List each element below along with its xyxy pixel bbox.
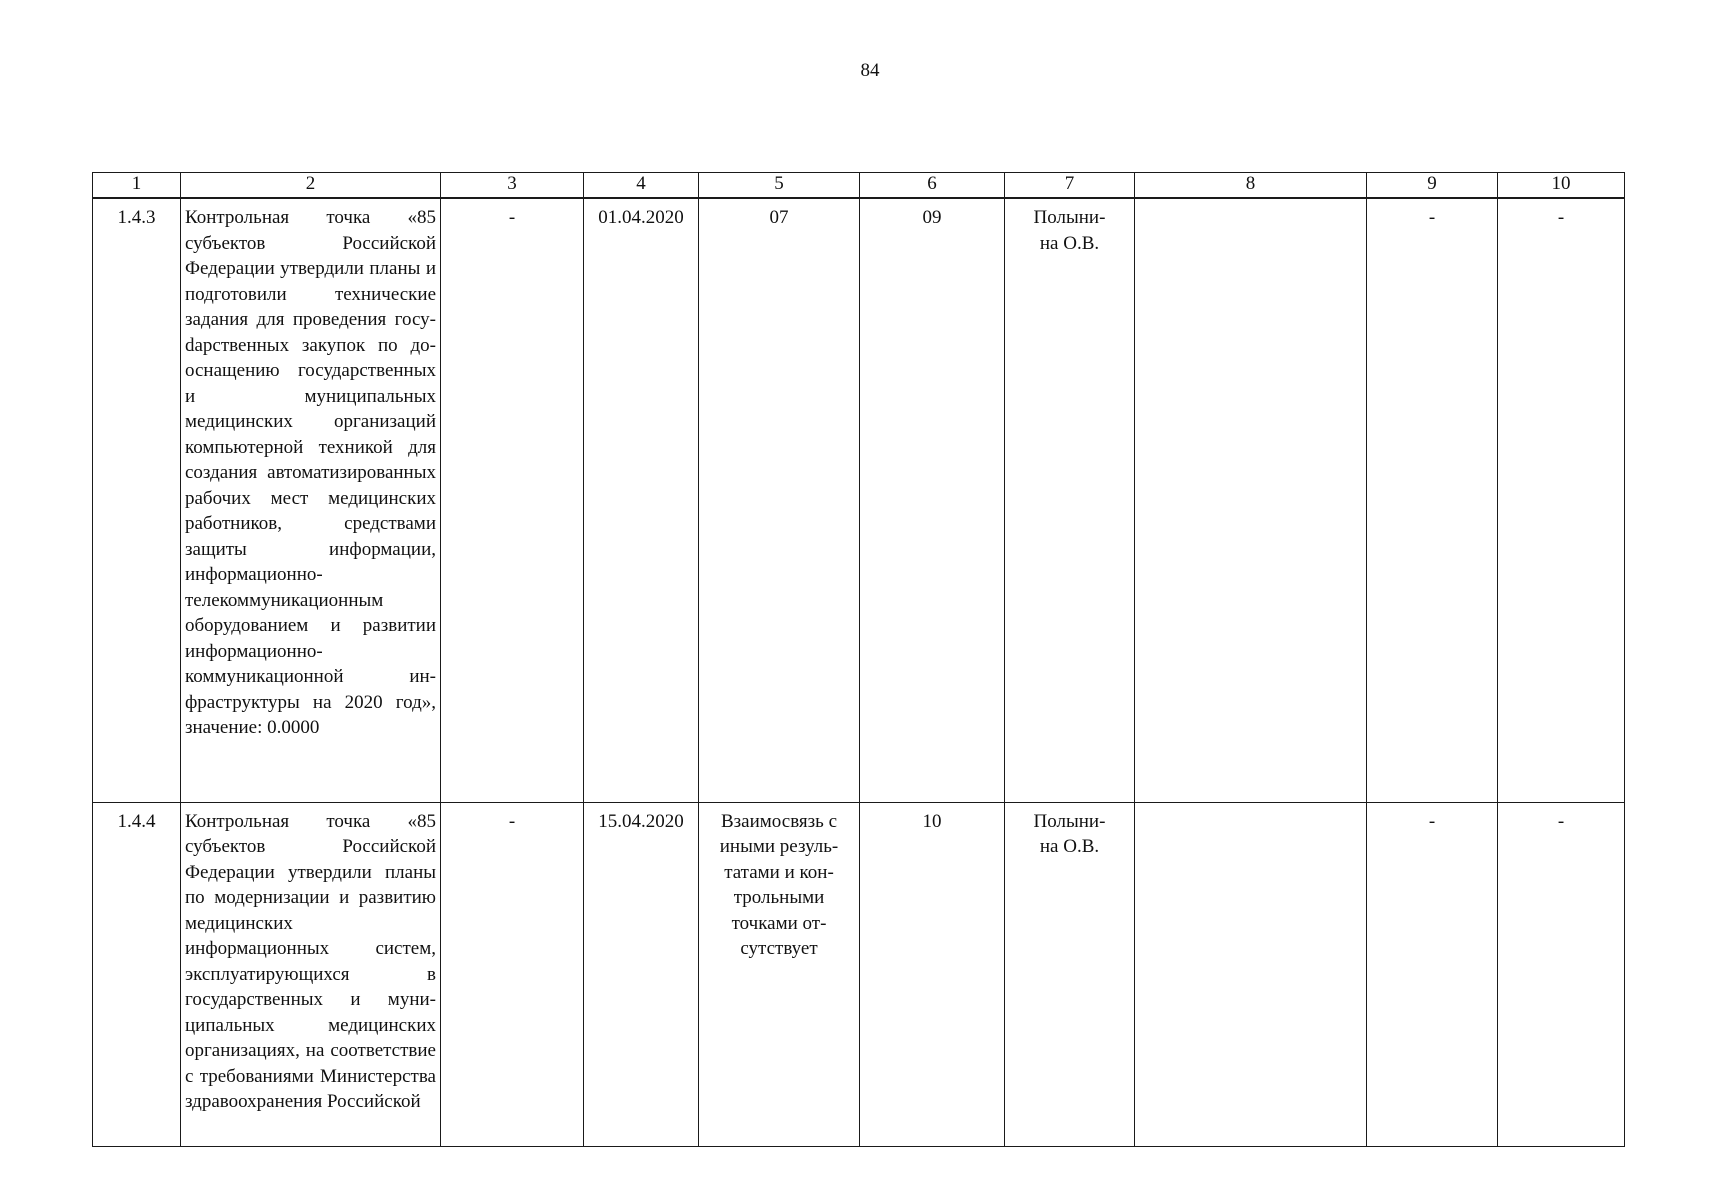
column-header: 4 bbox=[584, 173, 699, 199]
row-number: 1.4.4 bbox=[93, 802, 181, 1146]
row-date: 01.04.2020 bbox=[584, 198, 699, 802]
row-number: 1.4.3 bbox=[93, 198, 181, 802]
table-header bbox=[93, 173, 1625, 199]
column-header: 3 bbox=[441, 173, 584, 199]
row-col9: - bbox=[1367, 802, 1498, 1146]
row-col9: - bbox=[1367, 198, 1498, 802]
document-table bbox=[92, 172, 1625, 1147]
row-col6: 10 bbox=[860, 802, 1005, 1146]
row-description: Контрольная точка «85 субъектов Российской Федерации утвердили планы по модернизации и развитию медицинских информационных систем, эксплуатирующихся в государственных и муниципальных медицинских организациях, на соответствие с требованиями Министерства здравоохранения Российской bbox=[185, 810, 436, 1112]
column-header: 9 bbox=[1367, 173, 1498, 199]
header-row bbox=[93, 173, 1625, 199]
page-number: 84 bbox=[860, 60, 880, 81]
table-row bbox=[93, 802, 1625, 1146]
row-col5: 07 bbox=[699, 198, 860, 802]
table-body bbox=[93, 198, 1625, 1146]
row-description: Контрольная точка «85 субъектов Российской Федерации утвердили планы и подготовили технические задания для проведения госуdарственных закупок по дооснащению государственных и муниципальных медицинских организаций компьютерной техникой для создания автоматизированных рабочих мест медицинских работников, средствами защиты информации, информационно-телекоммуникационным оборудованием и развитии информационно-коммуникационной инфраструктуры на 2020 год», значение: 0.0000 bbox=[181, 198, 441, 802]
row-col10: - bbox=[1498, 802, 1625, 1146]
row-date: 15.04.2020 bbox=[584, 802, 699, 1146]
row-col8 bbox=[1135, 198, 1367, 802]
row-responsible: Полыни- на О.В. bbox=[1005, 802, 1135, 1146]
column-header: 10 bbox=[1498, 173, 1625, 199]
row-description-cell bbox=[181, 802, 441, 1146]
column-header: 6 bbox=[860, 173, 1005, 199]
row-col8 bbox=[1135, 802, 1367, 1146]
column-header: 1 bbox=[93, 173, 181, 199]
column-header: 2 bbox=[181, 173, 441, 199]
row-col3: - bbox=[441, 198, 584, 802]
row-col3: - bbox=[441, 802, 584, 1146]
column-header: 5 bbox=[699, 173, 860, 199]
table-row bbox=[93, 198, 1625, 802]
row-col10: - bbox=[1498, 198, 1625, 802]
column-header: 7 bbox=[1005, 173, 1135, 199]
row-col6: 09 bbox=[860, 198, 1005, 802]
row-col5: Взаимосвязь с иными резуль- татами и кон- трольными точками от- сутствует bbox=[699, 802, 860, 1146]
column-header: 8 bbox=[1135, 173, 1367, 199]
row-responsible: Полыни- на О.В. bbox=[1005, 198, 1135, 802]
